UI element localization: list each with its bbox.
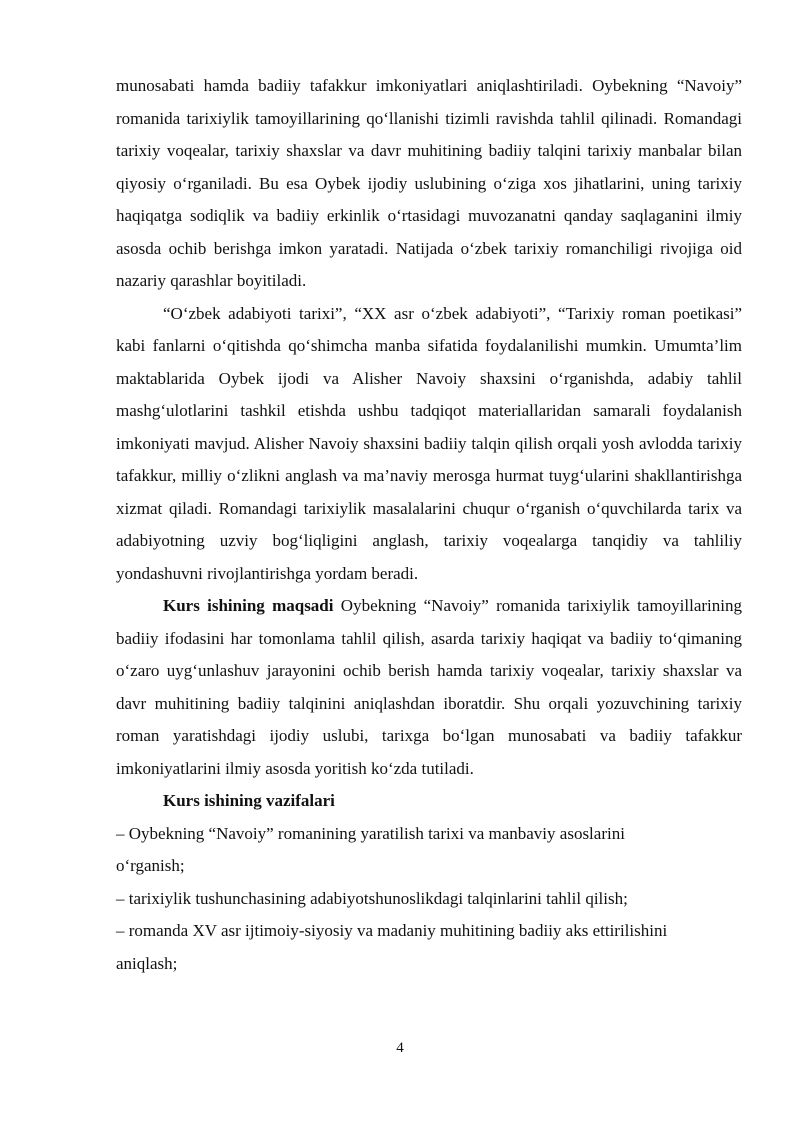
goal-heading: Kurs ishining maqsadi	[163, 596, 334, 615]
task-item-2: – tarixiylik tushunchasining adabiyotshunoslikdagi talqinlarini tahlil qilish;	[116, 888, 628, 908]
tasks-heading: Kurs ishining vazifalari	[163, 791, 335, 810]
page-body	[116, 70, 742, 980]
paragraph-1: munosabati hamda badiiy tafakkur imkoniyatlari aniqlashtiriladi. Oybekning “Navoiy” romanida tarixiylik tamoyillarining qo‘llanishi tizimli ravishda tahlil qilinadi. Romandagi tarixiy voqealar, tarixiy shaxslar va davr muhitining badiiy talqini tarixiy manbalar bilan qiyosiy o‘rganiladi. Bu esa Oybek ijodiy uslubining o‘ziga xos jihatlarini, uning tarixiy haqiqatga sodiqlik va badiiy erkinlik o‘rtasidagi muvozanatni qanday saqlaganini ilmiy asosda ochib berishga imkon yaratadi. Natijada o‘zbek tarixiy romanchiligi rivojiga oid nazariy qarashlar boyitiladi.	[116, 76, 742, 290]
paragraph-goal	[116, 590, 742, 785]
task-item-1: – Oybekning “Navoiy” romanining yaratilish tarixi va manbaviy asoslarini o‘rganish;	[116, 823, 625, 875]
task-item-3: – romanda XV asr ijtimoiy-siyosiy va madaniy muhitining badiiy aks ettirilishini aniqlash;	[116, 921, 668, 973]
paragraph-2: “O‘zbek adabiyoti tarixi”, “XX asr o‘zbek adabiyoti”, “Tarixiy roman poetikasi” kabi fanlarni o‘qitishda qo‘shimcha manba sifatida foydalanilishi mumkin. Umumta’lim maktablarida Oybek ijodi va Alisher Navoiy shaxsini o‘rganishda, adabiy tahlil mashg‘ulotlarini tashkil etishda ushbu tadqiqot materiallaridan samarali foydalanish imkoniyati mavjud. Alisher Navoiy shaxsini badiiy talqin qilish orqali yosh avlodda tarixiy tafakkur, milliy o‘zlikni anglash va ma’naviy merosga hurmat tuyg‘ularini shakllantirishga xizmat qiladi. Romandagi tarixiylik masalalarini chuqur o‘rganish o‘quvchilarda tarix va adabiyotning uzviy bog‘liqligini anglash, tarixiy voqealarga tanqidiy va tahliliy yondashuvni rivojlantirishga yordam beradi.	[116, 303, 742, 583]
page-number: 4	[396, 1040, 404, 1056]
goal-text: Oybekning “Navoiy” romanida tarixiylik tamoyillarining badiiy ifodasini har tomonlama tahlil qilish, asarda tarixiy haqiqat va badiiy to‘qimaning o‘zaro uyg‘unlashuv jarayonini ochib berish hamda tarixiy voqealar, tarixiy shaxslar va davr muhitining badiiy talqinini aniqlashdan iboratdir. Shu orqali yozuvchining tarixiy roman yaratishdagi ijodiy uslubi, tarixga bo‘lgan munosabati va badiiy tafakkur imkoniyatlarini ilmiy asosda yoritish ko‘zda tutiladi.	[116, 596, 742, 778]
